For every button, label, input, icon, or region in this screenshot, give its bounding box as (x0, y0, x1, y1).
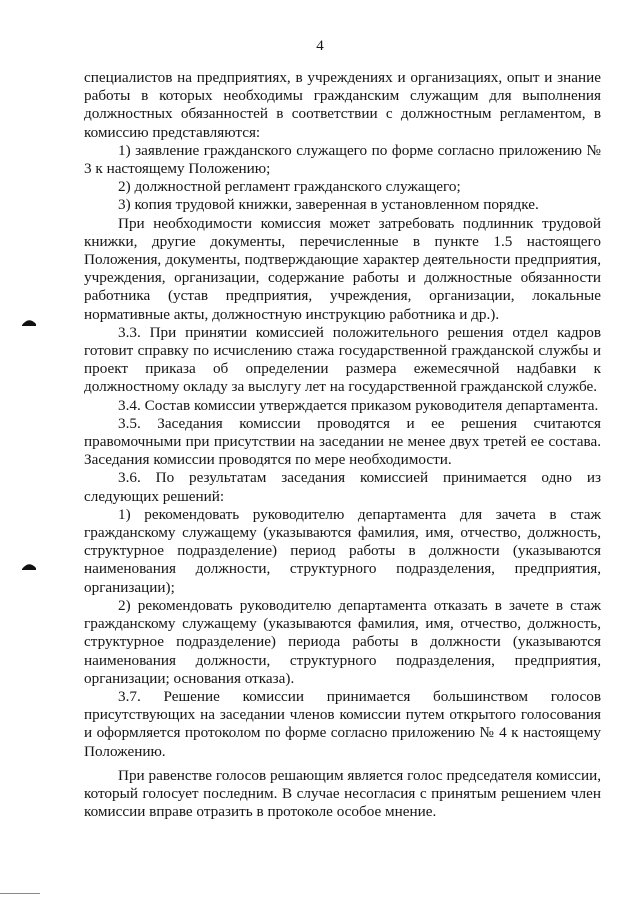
paragraph-intro-continuation: специалистов на предприятиях, в учреждениях и организациях, опыт и знание работы в которых необходимы гражданским служащим для выполнения должностных обязанностей в соответствии с должностным регламентом, в комиссию представляются: (84, 69, 601, 141)
paragraph-3-7: 3.7. Решение комиссии принимается большинством голосов присутствующих на заседании членов комиссии путем открытого голосования и оформляется протоколом по форме согласно приложению № 4 к настоящему Положению. (84, 687, 601, 760)
paragraph-additional-documents: При необходимости комиссия может затребовать подлинник трудовой книжки, другие документы, перечисленные в пункте 1.5 настоящего Положения, документы, подтверждающие характер деятельности предприятия, учреждения, организации, содержание работы и должностные обязанности работника (устав предприятия, учреждения, организации, локальные нормативные акты, должностную инструкцию работника и др.). (84, 214, 601, 323)
paragraph-3-5: 3.5. Заседания комиссии проводятся и ее решения считаются правомочными при присутствии на заседании не менее двух третей ее состава. Заседания комиссии проводятся по мере необходимости. (84, 414, 601, 469)
footer-rule (0, 893, 40, 894)
list-item-application: 1) заявление гражданского служащего по форме согласно приложению № 3 к настоящему Положению; (84, 141, 601, 178)
list-item-job-regulation: 2) должностной регламент гражданского служащего; (118, 178, 461, 196)
punch-hole-mark-bottom (22, 561, 36, 570)
list-item-workbook-copy: 3) копия трудовой книжки, заверенная в установленном порядке. (118, 196, 539, 214)
page-number: 4 (316, 38, 324, 54)
paragraph-3-6: 3.6. По результатам заседания комиссией принимается одно из следующих решений: (84, 469, 601, 505)
decision-option-2: 2) рекомендовать руководителю департамента отказать в зачете в стаж гражданскому служащему (указываются фамилия, имя, отчество, должность, структурное подразделение) периода работы в должности (указываются наименования должности, структурного подразделения, предприятия, организации; основания отказа). (84, 596, 601, 687)
punch-hole-mark-top (22, 317, 36, 326)
decision-option-1: 1) рекомендовать руководителю департамента для зачета в стаж гражданскому служащему (указываются фамилия, имя, отчество, должность, структурное подразделение) период работы в должности (указываются наименования должности, структурного подразделения, предприятия, организации); (84, 505, 601, 596)
paragraph-3-4: 3.4. Состав комиссии утверждается приказом руководителя департамента. (118, 396, 599, 414)
document-body (84, 69, 601, 821)
paragraph-tie-vote: При равенстве голосов решающим является голос председателя комиссии, который голосует последним. В случае несогласия с принятым решением член комиссии вправе отразить в протоколе особое мнение. (84, 766, 601, 821)
paragraph-3-3: 3.3. При принятии комиссией положительного решения отдел кадров готовит справку по исчислению стажа государственной гражданской службы и проект приказа об определении размера ежемесячной надбавки к должностному окладу за выслугу лет на государственной гражданской службе. (84, 323, 601, 396)
